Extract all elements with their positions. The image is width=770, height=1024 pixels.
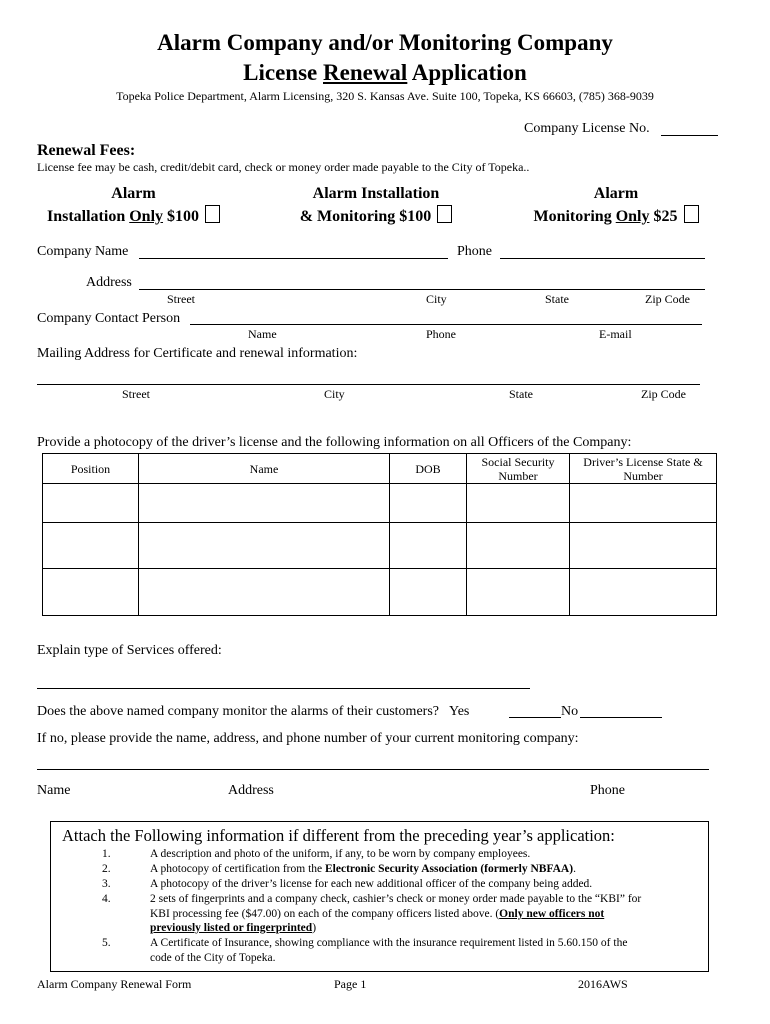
- mailing-state-caption: State: [509, 387, 533, 401]
- monitor-no-field[interactable]: [580, 717, 662, 718]
- fee-payment-note: License fee may be cash, credit/debit card, check or money order made payable to the City of Topeka..: [37, 160, 530, 174]
- address-street-caption: Street: [167, 292, 195, 306]
- address-state-caption: State: [545, 292, 569, 306]
- mailing-zip-caption: Zip Code: [641, 387, 686, 401]
- mailing-street-caption: Street: [122, 387, 150, 401]
- cell-license[interactable]: [570, 484, 717, 523]
- col-dob: DOB: [390, 454, 467, 484]
- item-number: 4.: [102, 893, 111, 905]
- cell-name[interactable]: [139, 523, 390, 569]
- services-field[interactable]: [37, 688, 530, 689]
- phone-field[interactable]: [500, 258, 705, 259]
- form-title-line2: License Renewal Application: [243, 60, 527, 85]
- license-no-field[interactable]: [661, 135, 718, 136]
- mailing-address-field[interactable]: [37, 384, 700, 385]
- attach-item-fingerprints-line3: previously listed or fingerprinted): [150, 922, 317, 934]
- cell-ssn[interactable]: [467, 569, 570, 616]
- cell-dob[interactable]: [390, 484, 467, 523]
- installation-checkbox[interactable]: [205, 205, 220, 223]
- services-label: Explain type of Services offered:: [37, 643, 222, 658]
- phone-label: Phone: [457, 244, 492, 259]
- cell-name[interactable]: [139, 569, 390, 616]
- footer-page-number: Page 1: [334, 977, 367, 991]
- attach-item-uniform: A description and photo of the uniform, if any, to be worn by company employees.: [150, 848, 531, 860]
- address-zip-caption: Zip Code: [645, 292, 690, 306]
- cell-dob[interactable]: [390, 569, 467, 616]
- monitoring-company-field[interactable]: [37, 769, 709, 770]
- attach-item-drivers-license: A photocopy of the driver’s license for each new additional officer of the company being added.: [150, 878, 593, 890]
- cell-ssn[interactable]: [467, 484, 570, 523]
- cell-position[interactable]: [43, 484, 139, 523]
- license-no-label: Company License No.: [524, 121, 650, 136]
- col-ssn: Social Security Number: [467, 454, 570, 484]
- contact-person-label: Company Contact Person: [37, 311, 181, 326]
- contact-name-caption: Name: [248, 327, 277, 341]
- cell-dob[interactable]: [390, 523, 467, 569]
- cell-name[interactable]: [139, 484, 390, 523]
- col-drivers-license: Driver’s License State & Number: [570, 454, 717, 484]
- monitor-yes-field[interactable]: [509, 717, 561, 718]
- company-name-field[interactable]: [139, 258, 448, 259]
- contact-person-field[interactable]: [190, 324, 702, 325]
- cell-license[interactable]: [570, 569, 717, 616]
- item-number: 1.: [102, 848, 111, 860]
- mailing-city-caption: City: [324, 387, 345, 401]
- footer-form-code: 2016AWS: [578, 977, 628, 991]
- table-row: [43, 523, 717, 569]
- monitoring-name-caption: Name: [37, 783, 71, 798]
- address-label: Address: [86, 275, 132, 290]
- cell-ssn[interactable]: [467, 523, 570, 569]
- fee-option-installation: Alarm Installation Only $100: [36, 185, 231, 226]
- monitor-no-label: No: [561, 704, 579, 719]
- renewal-fees-heading: Renewal Fees:: [37, 142, 136, 159]
- monitoring-checkbox[interactable]: [684, 205, 699, 223]
- contact-email-caption: E-mail: [599, 327, 632, 341]
- cell-position[interactable]: [43, 523, 139, 569]
- item-number: 3.: [102, 878, 111, 890]
- col-position: Position: [43, 454, 139, 484]
- monitor-question: Does the above named company monitor the alarms of their customers? Yes: [37, 704, 470, 719]
- mailing-address-label: Mailing Address for Certificate and renewal information:: [37, 346, 358, 361]
- fee-option-install-monitoring: Alarm Installation & Monitoring $100: [270, 185, 482, 226]
- attachments-heading: Attach the Following information if different from the preceding year’s application:: [62, 826, 615, 845]
- cell-position[interactable]: [43, 569, 139, 616]
- item-number: 5.: [102, 937, 111, 949]
- fee-option-monitoring: Alarm Monitoring Only $25: [520, 185, 712, 226]
- footer-form-name: Alarm Company Renewal Form: [37, 977, 192, 991]
- cell-license[interactable]: [570, 523, 717, 569]
- agency-address: Topeka Police Department, Alarm Licensing, 320 S. Kansas Ave. Suite 100, Topeka, KS 66603, (785) 368-9039: [116, 89, 654, 103]
- table-row: [43, 569, 717, 616]
- table-row: [43, 484, 717, 523]
- attach-item-insurance-line1: A Certificate of Insurance, showing compliance with the insurance requirement listed in 5.60.150 of the: [150, 937, 628, 949]
- officers-table: [42, 453, 717, 616]
- install-monitoring-checkbox[interactable]: [437, 205, 452, 223]
- monitoring-address-caption: Address: [228, 783, 274, 798]
- attach-item-certification: A photocopy of certification from the Electronic Security Association (formerly NBFAA).: [150, 863, 576, 875]
- col-name: Name: [139, 454, 390, 484]
- monitor-followup: If no, please provide the name, address, and phone number of your current monitoring company:: [37, 731, 579, 746]
- company-name-label: Company Name: [37, 244, 129, 259]
- form-title-line1: Alarm Company and/or Monitoring Company: [157, 30, 613, 55]
- officers-instruction: Provide a photocopy of the driver’s license and the following information on all Officers of the Company:: [37, 435, 632, 450]
- address-city-caption: City: [426, 292, 447, 306]
- address-field[interactable]: [139, 289, 705, 290]
- monitoring-phone-caption: Phone: [590, 783, 625, 798]
- contact-phone-caption: Phone: [426, 327, 456, 341]
- attach-item-fingerprints-line1: 2 sets of fingerprints and a company check, cashier’s check or money order made payable to the “KBI” for: [150, 893, 642, 905]
- attach-item-insurance-line2: code of the City of Topeka.: [150, 952, 276, 964]
- officers-header-row: [43, 454, 717, 484]
- item-number: 2.: [102, 863, 111, 875]
- attach-item-fingerprints-line2: KBI processing fee ($47.00) on each of the company officers listed above. (Only new officers not: [150, 908, 605, 920]
